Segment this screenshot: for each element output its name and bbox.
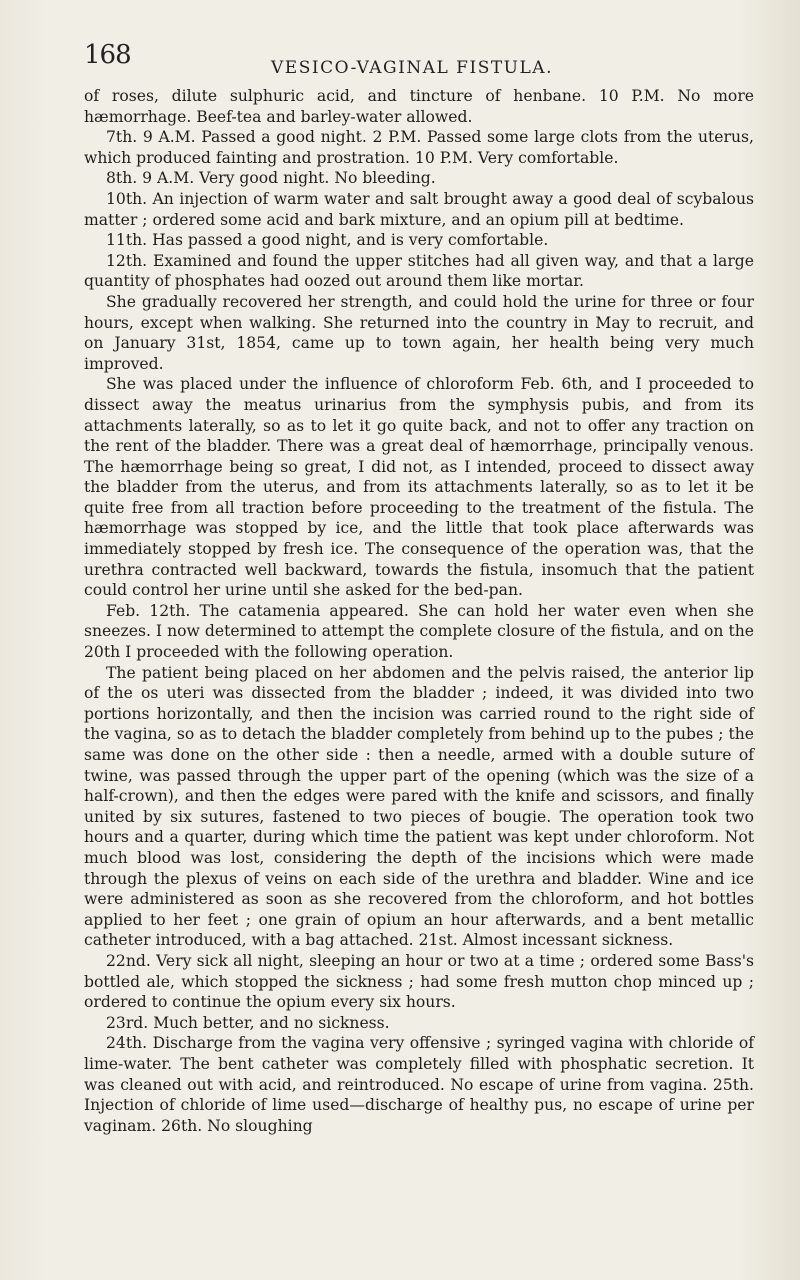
- running-head: VESICO-VAGINAL FISTULA.: [271, 58, 553, 78]
- page-header: [84, 40, 740, 76]
- paragraph: of roses, dilute sulphuric acid, and tincture of henbane. 10 P.M. No more hæmorrhage. Beef-tea and barley-water allowed.: [84, 87, 754, 126]
- page-number: 168: [84, 40, 131, 70]
- paragraph: She gradually recovered her strength, and could hold the urine for three or four hours, except when walking. She returned into the country in May to recruit, and on January 31st, 1854, came up to town again, her health being very much improved.: [84, 292, 754, 373]
- body-text: [84, 86, 754, 1136]
- paragraph: Feb. 12th. The catamenia appeared. She can hold her water even when she sneezes. I now determined to attempt the complete closure of the fistula, and on the 20th I proceeded with the following operation.: [84, 601, 754, 662]
- paragraph: 24th. Discharge from the vagina very offensive ; syringed vagina with chloride of lime-water. The bent catheter was completely filled with phosphatic secretion. It was cleaned out with acid, and reintroduced. No escape of urine from vagina. 25th. Injection of chloride of lime used—discharge of healthy pus, no escape of urine per vaginam. 26th. No sloughing: [84, 1034, 754, 1135]
- paragraph: The patient being placed on her abdomen and the pelvis raised, the anterior lip of the os uteri was dissected from the bladder ; indeed, it was divided into two portions horizontally, and then the incision was carried round to the right side of the vagina, so as to detach the bladder completely from behind up to the pubes ; the same was done on the other side : then a needle, armed with a double suture of twine, was passed through the upper part of the opening (which was the size of a half-crown), and then the edges were pared with the knife and scissors, and finally united by six sutures, fastened to two pieces of bougie. The operation took two hours and a quarter, during which time the patient was kept under chloroform. Not much blood was lost, considering the depth of the incisions which were made through the plexus of veins on each side of the urethra and bladder. Wine and ice were administered as soon as she recovered from the chloroform, and hot bottles applied to her feet ; one grain of opium an hour afterwards, and a bent metallic catheter introduced, with a bag attached. 21st. Almost incessant sickness.: [84, 663, 754, 950]
- paragraph: 10th. An injection of warm water and salt brought away a good deal of scybalous matter ; ordered some acid and bark mixture, and an opium pill at bedtime.: [84, 189, 754, 229]
- paragraph: 22nd. Very sick all night, sleeping an hour or two at a time ; ordered some Bass's bottled ale, which stopped the sickness ; had some fresh mutton chop minced up ; ordered to continue the opium every six hours.: [84, 951, 754, 1012]
- paragraph: 23rd. Much better, and no sickness.: [106, 1013, 390, 1032]
- paragraph: 8th. 9 A.M. Very good night. No bleeding.: [106, 169, 436, 188]
- paragraph: She was placed under the influence of chloroform Feb. 6th, and I proceeded to dissect away the meatus urinarius from the symphysis pubis, and from its attachments laterally, so as to let it go quite back, and not to offer any traction on the rent of the bladder. There was a great deal of hæmorrhage, principally venous. The hæmorrhage being so great, I did not, as I intended, proceed to dissect away the bladder from the uterus, and from its attachments laterally, so as to let it be quite free from all traction before proceeding to the treatment of the fistula. The hæmorrhage was stopped by ice, and the little that took place afterwards was immediately stopped by fresh ice. The consequence of the operation was, that the urethra contracted well backward, towards the fistula, insomuch that the patient could control her urine until she asked for the bed-pan.: [84, 375, 754, 600]
- paragraph: 11th. Has passed a good night, and is very comfortable.: [106, 231, 549, 250]
- paragraph: 7th. 9 A.M. Passed a good night. 2 P.M. Passed some large clots from the uterus, which produced fainting and prostration. 10 P.M. Very comfortable.: [84, 128, 754, 167]
- paragraph: 12th. Examined and found the upper stitches had all given way, and that a large quantity of phosphates had oozed out around them like mortar.: [84, 251, 754, 291]
